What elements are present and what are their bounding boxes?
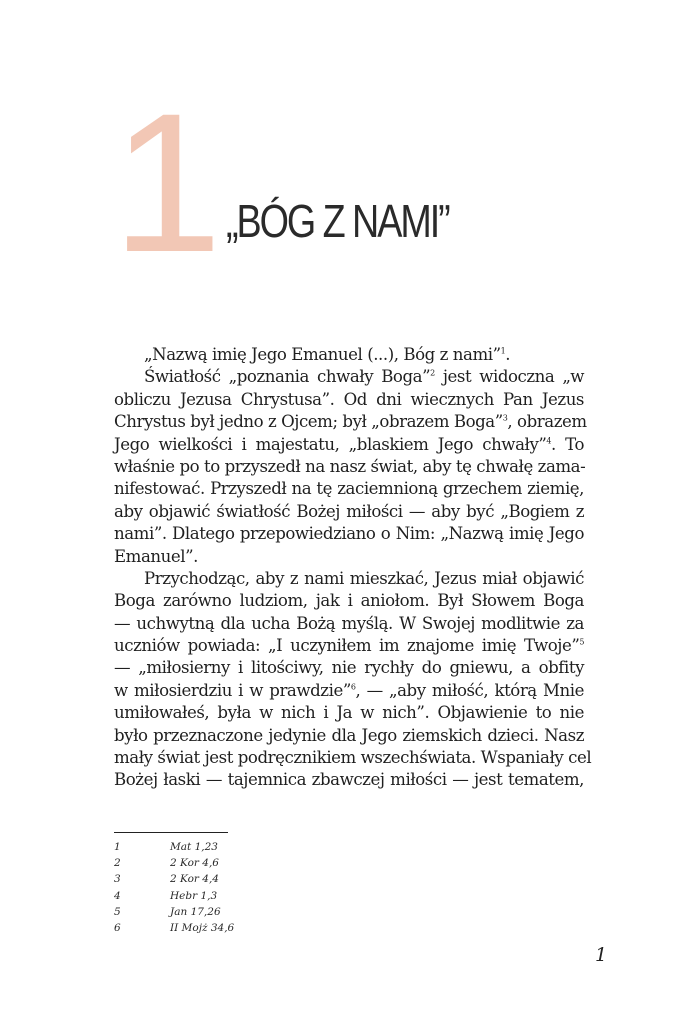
body-line: nami”. Dlatego przepowiedziano o Nim: „Nazwą imię Jego bbox=[114, 524, 584, 544]
footnote-item bbox=[114, 920, 414, 936]
body-line-text: , — „aby miłość, którą Mnie bbox=[355, 680, 585, 700]
footnote-number: 5 bbox=[114, 905, 121, 918]
body-line: Bożej łaski — tajemnica zbawczej miłości — jest tematem, bbox=[114, 770, 584, 790]
footnote-number: 4 bbox=[114, 889, 121, 902]
footnote-reference: 2 Kor 4,4 bbox=[170, 873, 219, 886]
footnote-item bbox=[114, 839, 414, 855]
body-line: Emanuel”. bbox=[114, 546, 198, 566]
footnote-reference: 2 Kor 4,6 bbox=[170, 857, 219, 870]
footnote-number: 1 bbox=[114, 841, 121, 853]
footnote-number: 3 bbox=[114, 873, 121, 886]
body-text bbox=[114, 344, 592, 792]
body-line-text: jest widoczna „w bbox=[434, 367, 585, 387]
footnote-reference: Hebr 1,3 bbox=[170, 889, 218, 902]
footnote-ref: 2 bbox=[430, 368, 435, 378]
body-line-text: uczniów powiada: „I uczyniłem im znajome imię Twoje” bbox=[114, 636, 580, 656]
footnote-ref: 6 bbox=[350, 682, 356, 692]
footnote-reference: Jan 17,26 bbox=[170, 905, 221, 918]
footnote-item bbox=[114, 855, 414, 871]
body-line-text: „Nazwą imię Jego Emanuel (...), Bóg z nami” bbox=[144, 345, 501, 364]
body-line-text: w miłosierdziu i w prawdzie” bbox=[114, 680, 351, 700]
body-line-text: . To bbox=[551, 434, 584, 454]
body-line-text: Chrystus był jedno z Ojcem; był „obrazem Boga” bbox=[114, 412, 503, 432]
footnote-divider bbox=[114, 832, 228, 833]
body-line: nifestować. Przyszedł na tę zaciemnioną grzechem ziemię, bbox=[114, 479, 584, 499]
chapter-number: 1 bbox=[112, 72, 219, 293]
footnote-ref: 5 bbox=[579, 637, 584, 647]
body-line: Boga zarówno ludziom, jak i aniołom. Był Słowem Boga bbox=[114, 591, 584, 611]
body-line bbox=[114, 434, 584, 456]
body-line: umiłowałeś, była w nich i Ja w nich”. Objawienie to nie bbox=[114, 703, 584, 723]
footnote-item bbox=[114, 904, 414, 920]
chapter-title: „BÓG Z NAMI” bbox=[226, 195, 449, 247]
footnote-number: 6 bbox=[114, 921, 121, 934]
body-line: Przychodząc, aby z nami mieszkać, Jezus miał objawić bbox=[144, 568, 584, 588]
body-line: — uchwytną dla ucha Bożą myślą. W Swojej modlitwie za bbox=[114, 613, 584, 633]
body-line-text: , obrazem bbox=[507, 412, 587, 432]
body-line-text: Światłość „poznania chwały Boga” bbox=[144, 367, 431, 387]
body-line bbox=[114, 344, 584, 366]
body-line: było przeznaczone jedynie dla Jego ziemskich dzieci. Nasz bbox=[114, 725, 584, 745]
body-line-text: . bbox=[505, 345, 511, 364]
footnote-ref: 4 bbox=[546, 436, 552, 446]
footnote-ref: 3 bbox=[502, 413, 508, 423]
body-line: obliczu Jezusa Chrystusa”. Od dni wiecznych Pan Jezus bbox=[114, 389, 584, 409]
body-line-text: Jego wielkości i majestatu, „blaskiem Jego chwały” bbox=[114, 434, 547, 454]
body-line: aby objawić światłość Bożej miłości — aby być „Bogiem z bbox=[114, 501, 584, 521]
page-number: 1 bbox=[595, 944, 608, 966]
body-line: mały świat jest podręcznikiem wszechświata. Wspaniały cel bbox=[114, 748, 592, 768]
footnote-item bbox=[114, 888, 414, 904]
body-line bbox=[114, 680, 584, 702]
footnote-item bbox=[114, 871, 414, 887]
footnote-ref: 1 bbox=[500, 346, 506, 356]
body-line: właśnie po to przyszedł na nasz świat, aby tę chwałę zama- bbox=[114, 456, 586, 476]
footnote-reference: II Mojż 34,6 bbox=[170, 921, 235, 934]
body-line: — „miłosierny i litościwy, nie rychły do gniewu, a obfity bbox=[114, 658, 584, 678]
body-line bbox=[114, 635, 584, 657]
body-line bbox=[114, 366, 584, 388]
footnotes bbox=[114, 839, 414, 936]
footnote-reference: Mat 1,23 bbox=[170, 841, 218, 853]
body-line bbox=[114, 411, 587, 433]
footnote-number: 2 bbox=[114, 857, 121, 870]
